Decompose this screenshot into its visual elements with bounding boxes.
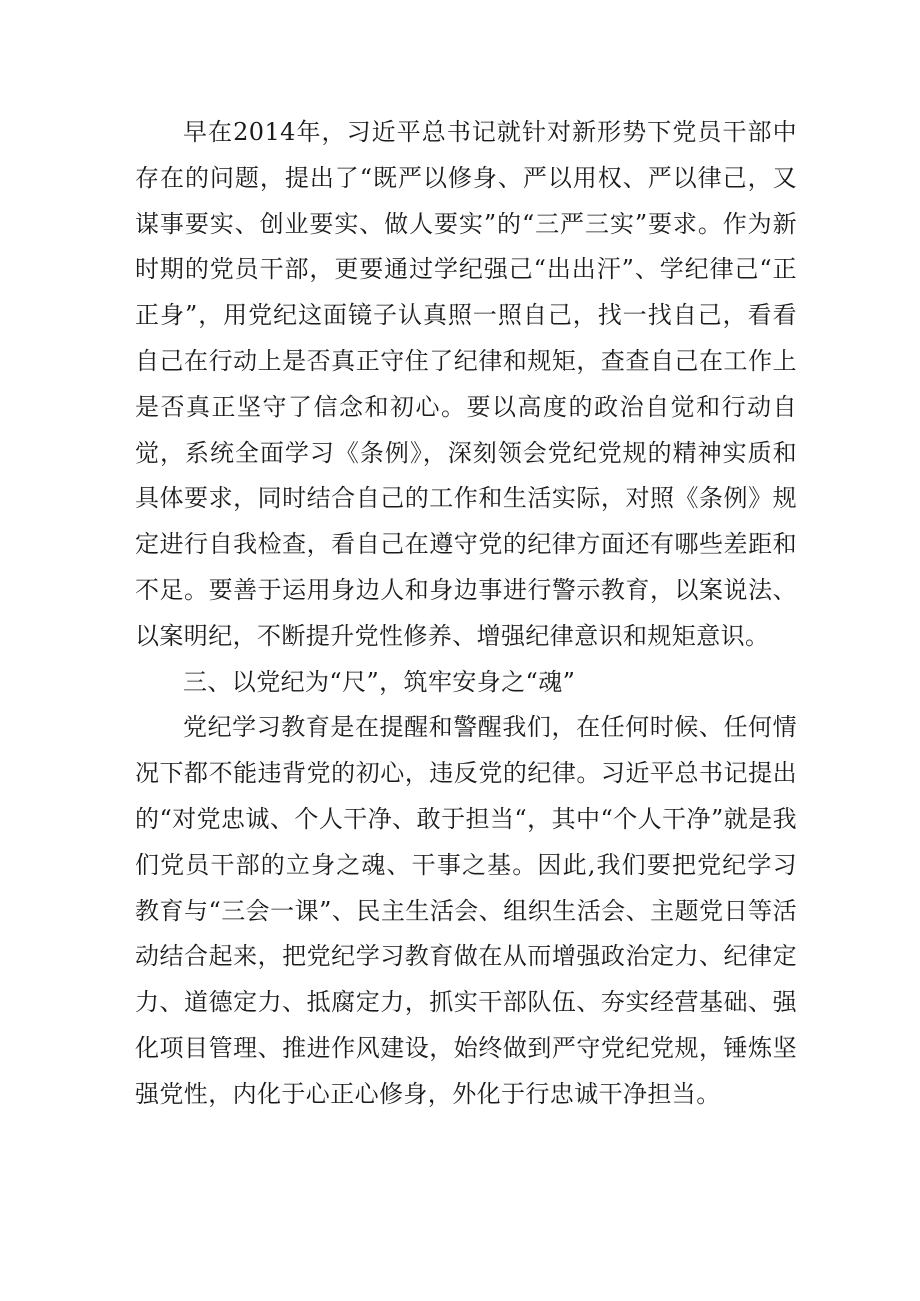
- body-paragraph: 党纪学习教育是在提醒和警醒我们，在任何时候、任何情况下都不能违背党的初心，违反党的纪律。习近平总书记提出的“对党忠诚、个人干净、敢于担当“，其中“个人干净”就是我们党员干部的立身之魂、干事之基。因此,我们要把党纪学习教育与“三会一课”、民主生活会、组织生活会、主题党日等活动结合起来，把党纪学习教育做在从而增强政治定力、纪律定力、道德定力、抵腐定力，抓实干部队伍、夯实经营基础、强化项目管理、推进作风建设，始终做到严守党纪党规，锤炼坚强党性，内化于心正心修身，外化于行忠诚干净担当。: [135, 713, 797, 1108]
- section-heading: 三、以党纪为“尺”，筑牢安身之“魂”: [183, 667, 576, 696]
- body-paragraph: 早在2014年，习近平总书记就针对新形势下党员干部中存在的问题，提出了“既严以修身、严以用权、严以律己，又谋事要实、创业要实、做人要实”的“三严三实”要求。作为新时期的党员干部，更要通过学纪强己“出出汗”、学纪律己“正正身”，用党纪这面镜子认真照一照自己，找一找自己，看看自己在行动上是否真正守住了纪律和规矩，查查自己在工作上是否真正坚守了信念和初心。要以高度的政治自觉和行动自觉，系统全面学习《条例》，深刻领会党纪党规的精神实质和具体要求，同时结合自己的工作和生活实际，对照《条例》规定进行自我检查，看自己在遵守党的纪律方面还有哪些差距和不足。要善于运用身边人和身边事进行警示教育，以案说法、以案明纪，不断提升党性修养、增强纪律意识和规矩意识。: [135, 118, 797, 650]
- document-page: [135, 110, 797, 1118]
